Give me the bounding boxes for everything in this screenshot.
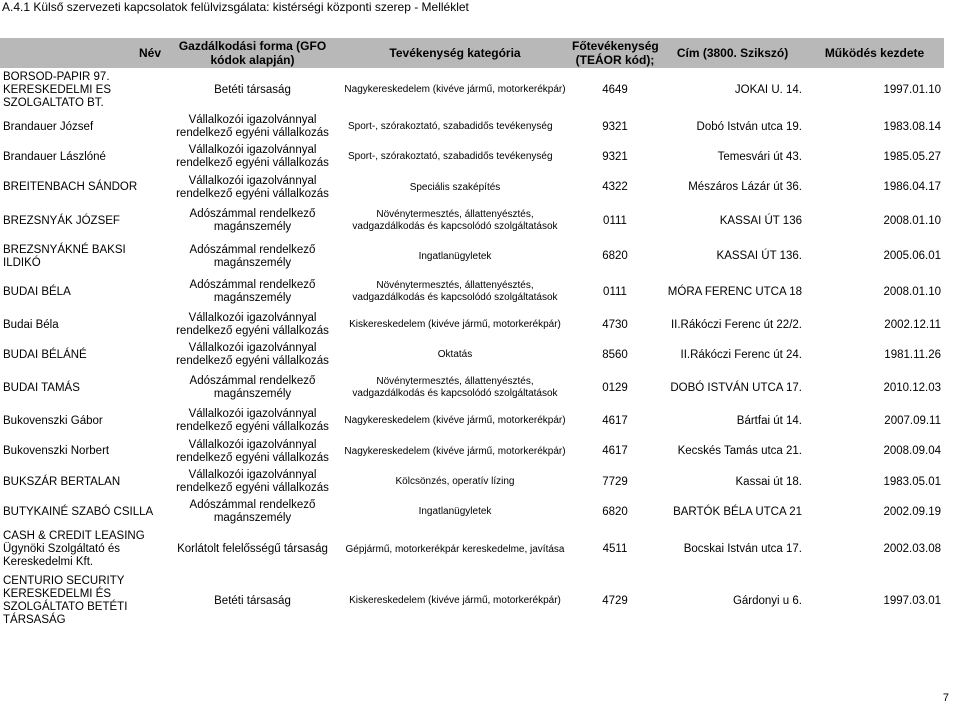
table-row bbox=[0, 310, 944, 340]
cell-activity: Gépjármű, motorkerékpár kereskedelme, javítása bbox=[345, 543, 565, 555]
cell-activity: Növénytermesztés, állattenyésztés, vadgazdálkodás és kapcsolódó szolgáltatások bbox=[352, 376, 558, 399]
cell-teor: 8560 bbox=[602, 348, 628, 361]
cell-activity: Kölcsönzés, operatív lízing bbox=[395, 476, 515, 487]
cell-activity: Nagykereskedelem (kivéve jármű, motorkerékpár) bbox=[344, 415, 566, 426]
cell-name: Bukovenszki Norbert bbox=[3, 445, 110, 457]
cell-name: BUTYKAINÉ SZABÓ CSILLA bbox=[3, 505, 154, 518]
cell-teor: 0111 bbox=[603, 214, 627, 227]
cell-teor: 4617 bbox=[602, 414, 628, 427]
cell-activity: Ingatlanügyletek bbox=[418, 506, 492, 517]
cell-start: 2002.12.11 bbox=[884, 318, 941, 331]
cell-start: 2008.01.10 bbox=[883, 214, 941, 227]
cell-teor: 4729 bbox=[602, 594, 628, 607]
cell-name: Bukovenszki Gábor bbox=[3, 414, 103, 427]
cell-form: Adószámmal rendelkező magánszemély bbox=[189, 279, 316, 304]
cell-activity: Sport-, szórakoztató, szabadidős tevékenység bbox=[348, 151, 553, 162]
cell-start: 1997.03.01 bbox=[883, 594, 941, 607]
table-row bbox=[0, 527, 944, 572]
cell-activity: Ingatlanügyletek bbox=[418, 250, 492, 262]
cell-activity: Növénytermesztés, állattenyésztés, vadgazdálkodás és kapcsolódó szolgáltatások bbox=[352, 280, 558, 303]
table-row bbox=[0, 572, 944, 630]
cell-start: 2010.12.03 bbox=[883, 381, 941, 394]
cell-name: BUKSZÁR BERTALAN bbox=[3, 475, 121, 488]
cell-form: Vállalkozói igazolvánnyal rendelkező egyéni vállalkozás bbox=[176, 408, 329, 433]
table-row bbox=[0, 172, 944, 203]
cell-address: KASSAI ÚT 136. bbox=[716, 250, 802, 262]
cell-name: BUDAI BÉLA bbox=[3, 285, 71, 298]
cell-form: Vállalkozói igazolvánnyal rendelkező egyéni vállalkozás bbox=[176, 114, 329, 139]
table-row bbox=[0, 112, 944, 142]
cell-address: II.Rákóczi Ferenc út 24. bbox=[680, 348, 802, 361]
cell-start: 2005.06.01 bbox=[883, 250, 941, 262]
cell-form: Vállalkozói igazolvánnyal rendelkező egyéni vállalkozás bbox=[176, 144, 329, 169]
cell-form: Adószámmal rendelkező magánszemély bbox=[189, 243, 316, 269]
cell-teor: 9321 bbox=[602, 150, 628, 163]
cell-address: Kecskés Tamás utca 21. bbox=[677, 445, 802, 457]
table-row bbox=[0, 436, 944, 467]
cell-name: Brandauer Lászlóné bbox=[3, 150, 106, 163]
table-header-row bbox=[0, 38, 944, 68]
cell-address: Dobó István utca 19. bbox=[696, 120, 802, 133]
cell-start: 2007.09.11 bbox=[884, 414, 941, 427]
table-row bbox=[0, 497, 944, 527]
cell-name: Budai Béla bbox=[3, 318, 59, 331]
companies-table bbox=[0, 38, 944, 630]
cell-form: Vállalkozói igazolvánnyal rendelkező egyéni vállalkozás bbox=[176, 174, 329, 200]
cell-form: Vállalkozói igazolvánnyal rendelkező egyéni vállalkozás bbox=[176, 312, 329, 337]
column-header-teor: Főtevékenység (TEÁOR kód); bbox=[572, 39, 659, 67]
cell-address: Mészáros Lázár út 36. bbox=[688, 181, 802, 193]
cell-address: Temesvári út 43. bbox=[717, 150, 802, 163]
table-row bbox=[0, 406, 944, 436]
cell-activity: Nagykereskedelem (kivéve jármű, motorkerékpár) bbox=[344, 84, 566, 95]
column-header-address: Cím (3800. Szikszó) bbox=[660, 38, 805, 68]
cell-form: Betéti társaság bbox=[214, 594, 291, 607]
cell-form: Betéti társaság bbox=[214, 83, 291, 96]
cell-activity: Nagykereskedelem (kivéve jármű, motorkerékpár) bbox=[344, 445, 566, 457]
table-row bbox=[0, 203, 944, 239]
cell-address: KASSAI ÚT 136 bbox=[719, 214, 802, 227]
cell-address: Gárdonyi u 6. bbox=[732, 594, 802, 607]
cell-start: 1985.05.27 bbox=[883, 150, 941, 163]
cell-form: Adószámmal rendelkező magánszemély bbox=[189, 208, 316, 233]
cell-form: Vállalkozói igazolvánnyal rendelkező egyéni vállalkozás bbox=[176, 438, 329, 464]
table-row bbox=[0, 340, 944, 370]
cell-activity: Kiskereskedelem (kivéve jármű, motorkerékpár) bbox=[349, 595, 561, 606]
page-title: A.4.1 Külső szervezeti kapcsolatok felülvizsgálata: kistérségi központi szerep - Melléklet bbox=[2, 0, 469, 14]
cell-activity: Oktatás bbox=[437, 349, 473, 360]
cell-start: 1983.05.01 bbox=[883, 475, 941, 488]
cell-name: CASH & CREDIT LEASING Ügynöki Szolgáltató és Kereskedelmi Kft. bbox=[3, 530, 145, 568]
cell-teor: 0129 bbox=[602, 381, 628, 394]
table-row bbox=[0, 467, 944, 497]
cell-address: Bocskai István utca 17. bbox=[683, 543, 802, 555]
cell-teor: 7729 bbox=[602, 475, 628, 488]
cell-teor: 4649 bbox=[602, 83, 628, 96]
cell-form: Korlátolt felelősségű társaság bbox=[177, 543, 328, 555]
cell-activity: Sport-, szórakoztató, szabadidős tevékenység bbox=[348, 121, 553, 132]
cell-start: 2008.09.04 bbox=[883, 445, 941, 457]
cell-name: BORSOD-PAPIR 97. KERESKEDELMI ES SZOLGALTATO BT. bbox=[3, 70, 112, 109]
table-row bbox=[0, 142, 944, 172]
table-row bbox=[0, 239, 944, 274]
table-row bbox=[0, 68, 944, 112]
cell-start: 2002.03.08 bbox=[883, 543, 941, 555]
cell-start: 1986.04.17 bbox=[883, 181, 941, 193]
column-header-name: Név bbox=[0, 38, 165, 68]
table-row bbox=[0, 274, 944, 310]
cell-name: BUDAI TAMÁS bbox=[3, 381, 80, 394]
cell-start: 1981.11.26 bbox=[884, 348, 941, 361]
cell-activity: Kiskereskedelem (kivéve jármű, motorkerékpár) bbox=[349, 319, 561, 330]
page-number: 7 bbox=[942, 692, 949, 704]
cell-address: BARTÓK BÉLA UTCA 21 bbox=[673, 505, 802, 518]
cell-name: BREZSNYÁKNÉ BAKSI ILDIKÓ bbox=[3, 243, 126, 269]
cell-name: Brandauer József bbox=[3, 120, 94, 133]
cell-teor: 4511 bbox=[602, 543, 628, 555]
cell-teor: 4730 bbox=[602, 318, 628, 331]
cell-teor: 6820 bbox=[602, 505, 628, 518]
cell-name: BREZSNYÁK JÓZSEF bbox=[3, 214, 120, 227]
table-row bbox=[0, 370, 944, 406]
cell-address: II.Rákóczi Ferenc út 22/2. bbox=[670, 318, 802, 331]
cell-activity: Növénytermesztés, állattenyésztés, vadgazdálkodás és kapcsolódó szolgáltatások bbox=[352, 209, 558, 232]
cell-address: DOBÓ ISTVÁN UTCA 17. bbox=[670, 381, 802, 394]
column-header-activity: Tevékenység kategória bbox=[340, 38, 570, 68]
cell-form: Adószámmal rendelkező magánszemély bbox=[189, 375, 316, 400]
cell-form: Vállalkozói igazolvánnyal rendelkező egyéni vállalkozás bbox=[176, 469, 329, 494]
cell-teor: 4322 bbox=[602, 181, 628, 193]
cell-form: Vállalkozói igazolvánnyal rendelkező egyéni vállalkozás bbox=[176, 342, 329, 367]
cell-teor: 9321 bbox=[602, 120, 628, 133]
cell-teor: 0111 bbox=[603, 285, 627, 298]
cell-start: 2002.09.19 bbox=[883, 505, 941, 518]
cell-start: 1997.01.10 bbox=[883, 83, 941, 96]
cell-name: CENTURIO SECURITY KERESKEDELMI ÉS SZOLGÁLTATO BETÉTI TÁRSASÁG bbox=[3, 575, 128, 626]
cell-name: BUDAI BÉLÁNÉ bbox=[3, 348, 87, 361]
cell-address: MÓRA FERENC UTCA 18 bbox=[667, 285, 802, 298]
cell-start: 2008.01.10 bbox=[883, 285, 941, 298]
cell-teor: 4617 bbox=[602, 445, 628, 457]
cell-name: BREITENBACH SÁNDOR bbox=[3, 181, 138, 193]
cell-address: Kassai út 18. bbox=[735, 475, 802, 488]
column-header-start: Működés kezdete bbox=[805, 38, 944, 68]
cell-start: 1983.08.14 bbox=[883, 120, 941, 133]
cell-form: Adószámmal rendelkező magánszemély bbox=[189, 499, 316, 524]
cell-address: JOKAI U. 14. bbox=[734, 83, 802, 96]
column-header-form: Gazdálkodási forma (GFO kódok alapján) bbox=[165, 38, 340, 68]
cell-teor: 6820 bbox=[602, 250, 628, 262]
cell-address: Bártfai út 14. bbox=[736, 414, 802, 427]
cell-activity: Speciális szaképítés bbox=[409, 181, 501, 193]
